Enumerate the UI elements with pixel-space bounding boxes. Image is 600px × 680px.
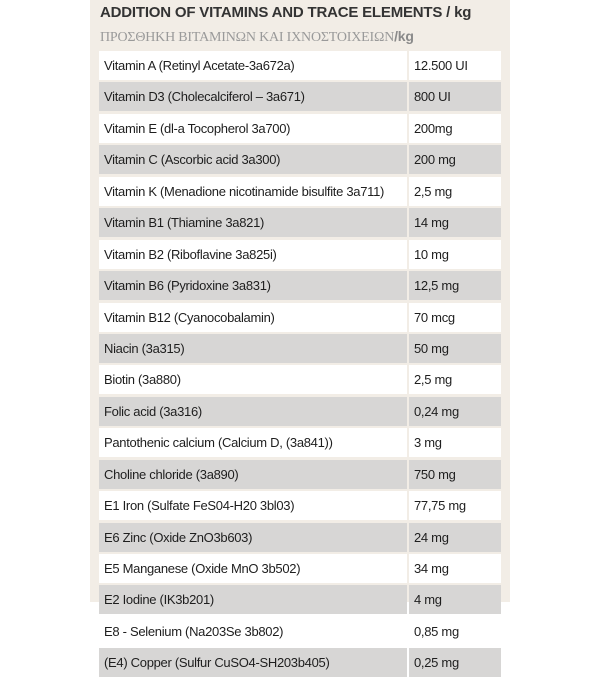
- ingredient-name: E8 - Selenium (Na203Se 3b802): [99, 617, 407, 646]
- table-row: [99, 585, 501, 614]
- greek-subtitle-unit: /kg: [394, 28, 414, 44]
- ingredient-amount: 0,85 mg: [409, 617, 501, 646]
- table-row: [99, 491, 501, 520]
- table-row: [99, 51, 501, 80]
- table-row: [99, 460, 501, 489]
- page-title: ADDITION OF VITAMINS AND TRACE ELEMENTS / kg: [100, 4, 472, 21]
- table-row: [99, 208, 501, 237]
- table-row: [99, 523, 501, 552]
- ingredient-name: E1 Iron (Sulfate FeS04-H20 3bl03): [99, 491, 407, 520]
- ingredient-name: Niacin (3a315): [99, 334, 407, 363]
- table-row: [99, 617, 501, 646]
- greek-subtitle-text: ΠΡΟΣΘΗΚΗ ΒΙΤΑΜΙΝΩΝ ΚΑΙ ΙΧΝΟΣΤΟΙΧΕΙΩΝ: [100, 30, 395, 45]
- ingredient-amount: 10 mg: [409, 240, 501, 269]
- ingredient-amount: 200mg: [409, 114, 501, 143]
- greek-subtitle: [100, 28, 510, 46]
- table-row: [99, 554, 501, 583]
- ingredient-name: Vitamin C (Ascorbic acid 3a300): [99, 145, 407, 174]
- ingredient-name: Vitamin E (dl-a Tocopherol 3a700): [99, 114, 407, 143]
- ingredient-name: Vitamin B2 (Riboflavine 3a825i): [99, 240, 407, 269]
- table-row: [99, 271, 501, 300]
- table-row: [99, 240, 501, 269]
- ingredient-amount: 3 mg: [409, 428, 501, 457]
- table-row: [99, 365, 501, 394]
- table-row: [99, 648, 501, 677]
- table-row: [99, 177, 501, 206]
- ingredient-amount: 70 mcg: [409, 303, 501, 332]
- ingredient-amount: 4 mg: [409, 585, 501, 614]
- ingredient-name: E5 Manganese (Oxide MnO 3b502): [99, 554, 407, 583]
- ingredient-amount: 200 mg: [409, 145, 501, 174]
- ingredient-amount: 24 mg: [409, 523, 501, 552]
- table-row: [99, 428, 501, 457]
- ingredient-name: Vitamin B1 (Thiamine 3a821): [99, 208, 407, 237]
- ingredient-amount: 77,75 mg: [409, 491, 501, 520]
- ingredient-amount: 34 mg: [409, 554, 501, 583]
- vitamins-table: [99, 51, 501, 680]
- ingredient-amount: 12.500 UI: [409, 51, 501, 80]
- table-row: [99, 114, 501, 143]
- ingredient-name: Vitamin K (Menadione nicotinamide bisulfite 3a711): [99, 177, 407, 206]
- table-row: [99, 82, 501, 111]
- ingredient-name: E6 Zinc (Oxide ZnO3b603): [99, 523, 407, 552]
- ingredient-amount: 750 mg: [409, 460, 501, 489]
- ingredient-name: Folic acid (3a316): [99, 397, 407, 426]
- ingredient-name: Vitamin A (Retinyl Acetate-3a672a): [99, 51, 407, 80]
- ingredient-name: (E4) Copper (Sulfur CuSO4-SH203b405): [99, 648, 407, 677]
- ingredient-amount: 14 mg: [409, 208, 501, 237]
- ingredient-name: Vitamin B6 (Pyridoxine 3a831): [99, 271, 407, 300]
- ingredient-amount: 0,24 mg: [409, 397, 501, 426]
- table-row: [99, 145, 501, 174]
- ingredient-amount: 2,5 mg: [409, 177, 501, 206]
- ingredient-name: Choline chloride (3a890): [99, 460, 407, 489]
- ingredient-name: Pantothenic calcium (Calcium D, (3a841)): [99, 428, 407, 457]
- ingredient-amount: 50 mg: [409, 334, 501, 363]
- ingredient-name: Vitamin B12 (Cyanocobalamin): [99, 303, 407, 332]
- ingredient-name: Biotin (3a880): [99, 365, 407, 394]
- ingredient-amount: 800 UI: [409, 82, 501, 111]
- table-row: [99, 334, 501, 363]
- ingredient-name: Vitamin D3 (Cholecalciferol – 3a671): [99, 82, 407, 111]
- ingredient-amount: 2,5 mg: [409, 365, 501, 394]
- ingredient-amount: 0,25 mg: [409, 648, 501, 677]
- table-row: [99, 397, 501, 426]
- ingredient-amount: 12,5 mg: [409, 271, 501, 300]
- ingredient-name: E2 Iodine (IK3b201): [99, 585, 407, 614]
- table-row: [99, 303, 501, 332]
